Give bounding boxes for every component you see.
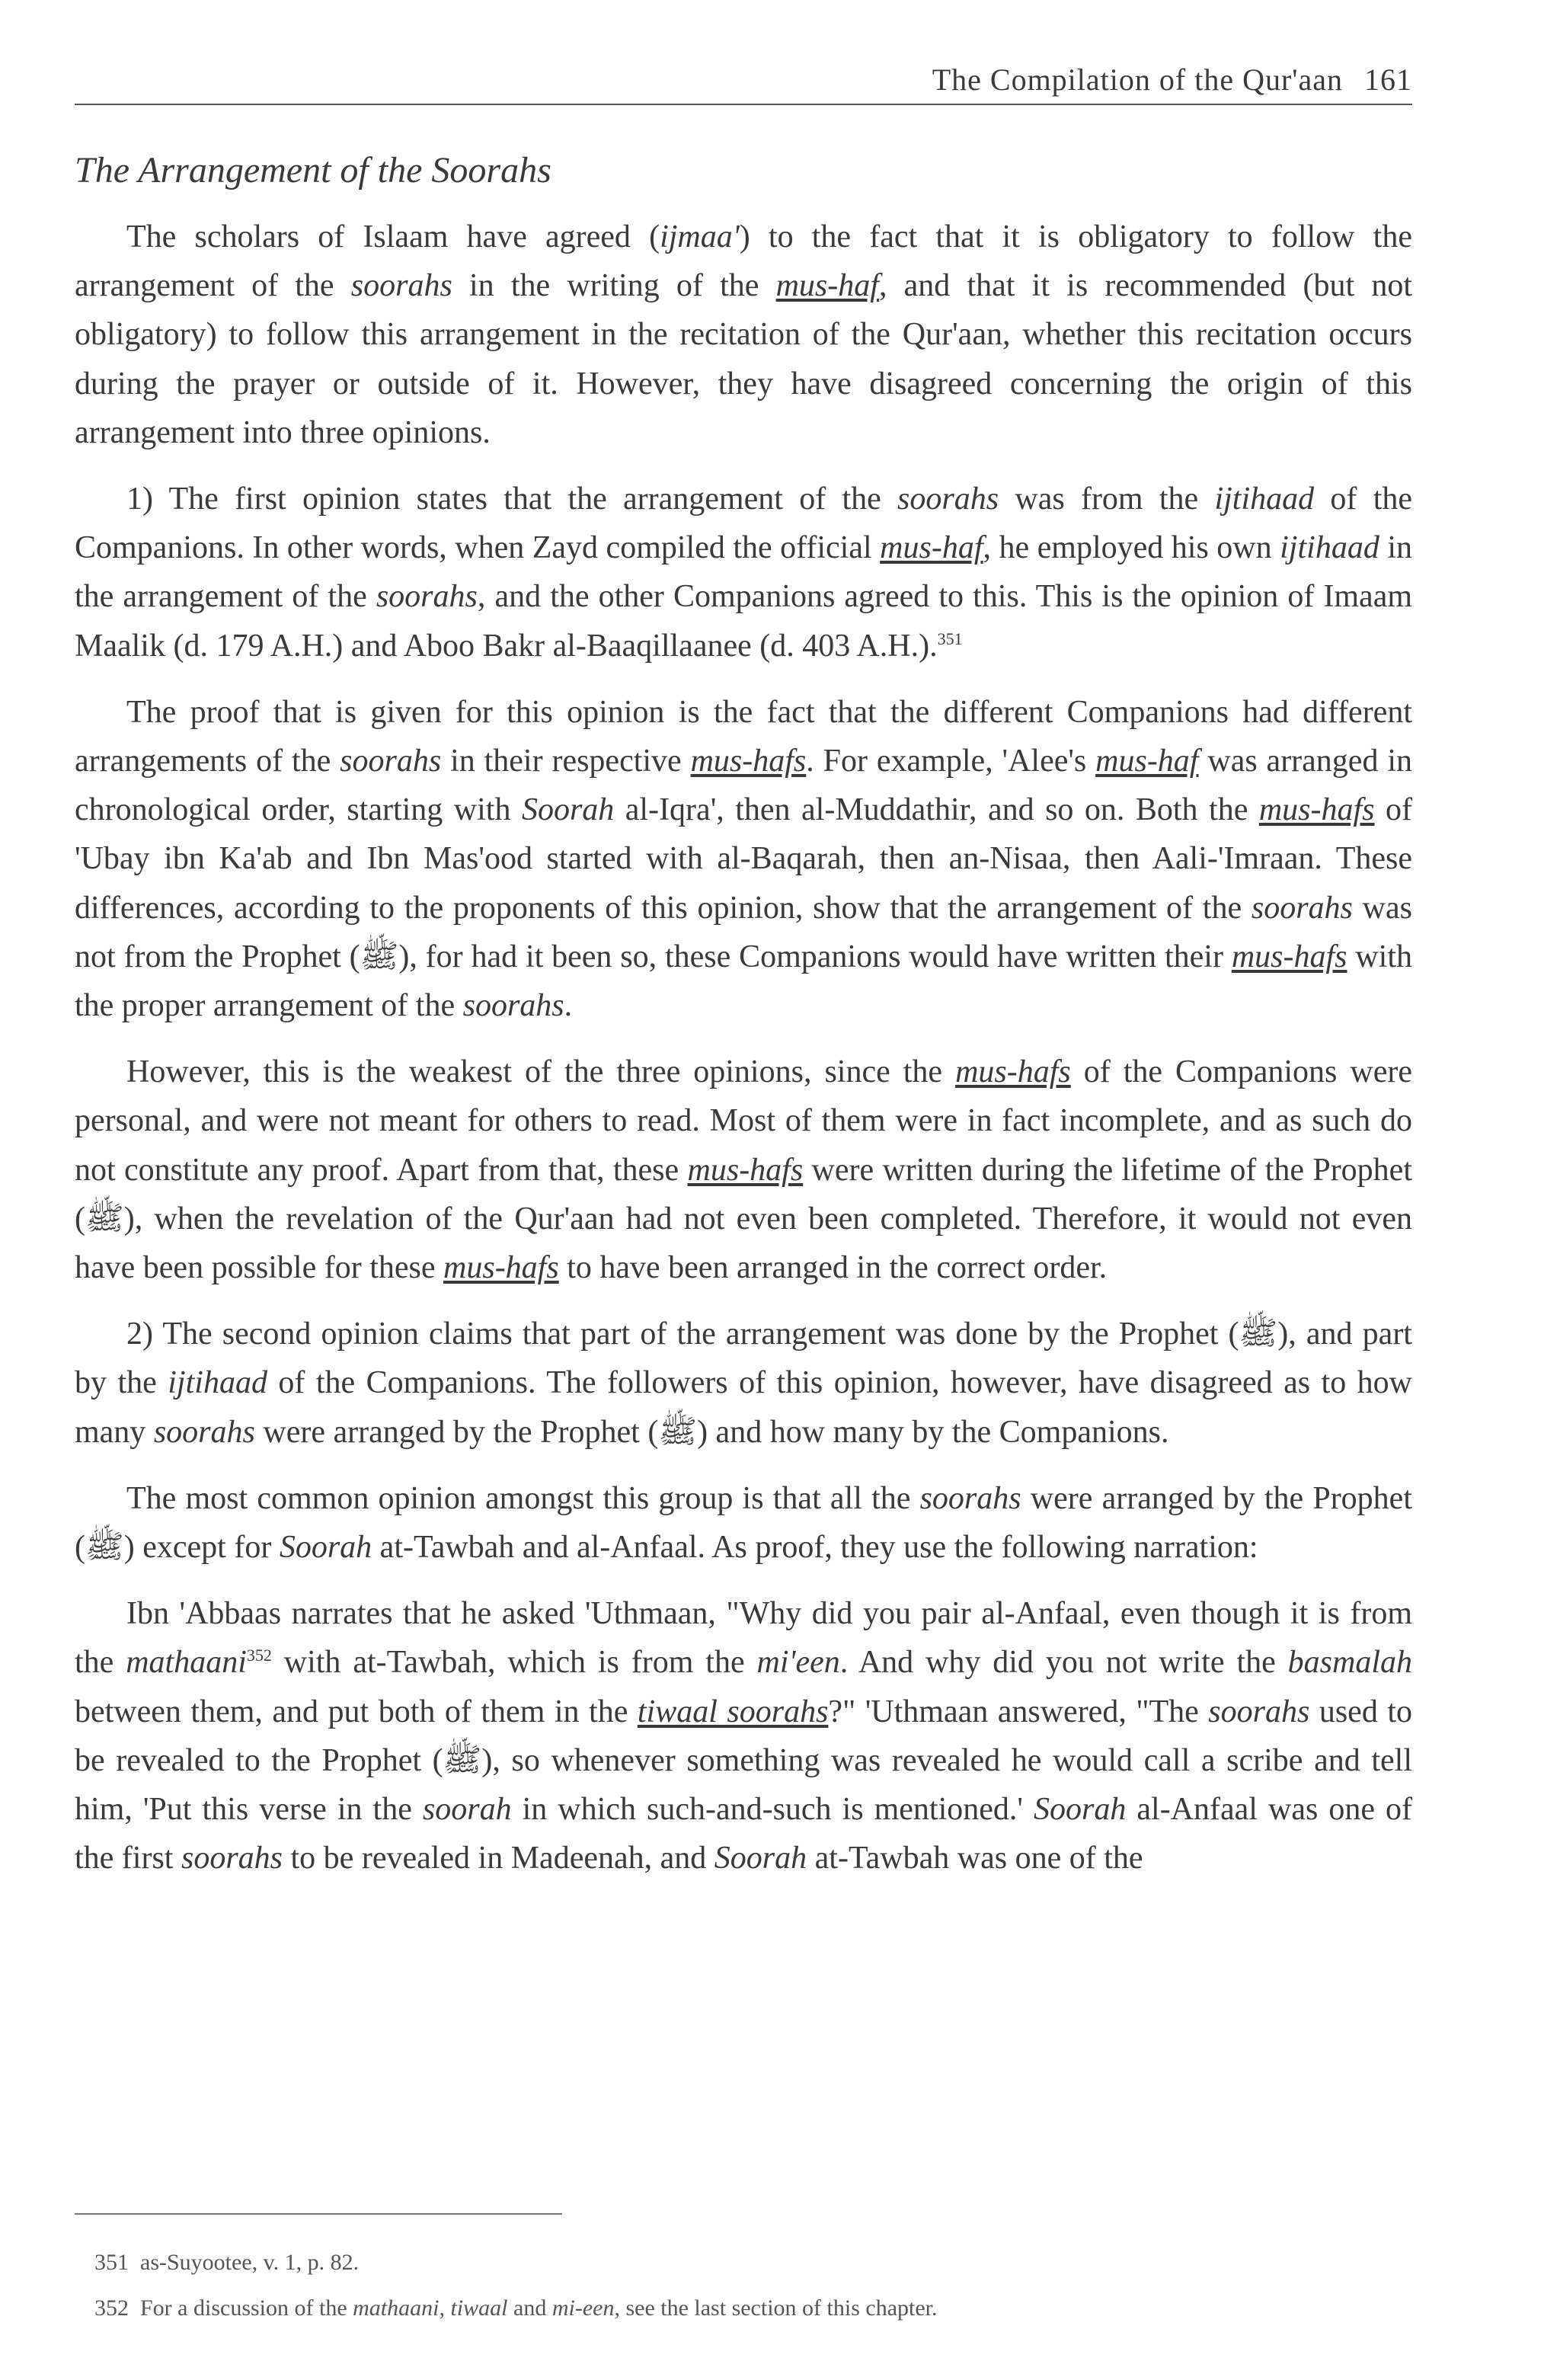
term: Soorah <box>714 1841 807 1876</box>
text: were written during the lifetime of the Prophet (ﷺ), when the revelation of the Qur'aan had not even been completed. Therefore, it would not even have been possible for these <box>75 1152 1412 1286</box>
text: were arranged by the Prophet (ﷺ) except for <box>75 1480 1412 1566</box>
term: soorahs <box>1208 1694 1310 1729</box>
term: soorahs <box>897 481 999 517</box>
term: soorahs <box>350 268 452 304</box>
footnote-text: For a discussion of the <box>140 2295 353 2321</box>
paragraph-3 <box>75 688 1412 1030</box>
text: However, this is the weakest of the three opinions, since the <box>126 1054 956 1090</box>
term: ijtihaad <box>1214 481 1315 517</box>
footnote-text: as-Suyootee, v. 1, p. 82. <box>140 2250 360 2275</box>
text: at-Tawbah was one of the <box>807 1841 1143 1876</box>
text: of the Companions were personal, and were not meant for others to read. Most of them were in fact incomplete, and as such do not constitute any proof. Apart from that, these <box>75 1054 1412 1188</box>
text: . <box>564 988 573 1024</box>
text: al-Anfaal was one of the first <box>75 1792 1412 1876</box>
paragraph-1 <box>75 213 1412 457</box>
term: mi'een <box>756 1645 840 1681</box>
text: in the arrangement of the <box>75 530 1412 615</box>
page-number: 161 <box>1364 62 1412 97</box>
running-header <box>75 53 1412 105</box>
text: in their respective <box>441 744 691 779</box>
term: basmalah <box>1287 1645 1413 1681</box>
text: at-Tawbah and al-Anfaal. As proof, they use the following narration: <box>372 1530 1258 1566</box>
term: soorah <box>422 1792 512 1828</box>
text: was not from the Prophet (ﷺ), for had it been so, these Companions would have written their <box>75 890 1412 974</box>
text: to be revealed in Madeenah, and <box>283 1841 714 1876</box>
text: of the Companions. In other words, when Zayd compiled the official <box>75 481 1413 566</box>
term: mi-een <box>551 2295 615 2321</box>
term: tiwaal soorahs <box>637 1694 829 1729</box>
text: of the Companions. The followers of this opinion, however, have disagreed as to how many <box>75 1365 1413 1450</box>
text: , he employed his own <box>983 530 1280 566</box>
text: between them, and put both of them in the <box>75 1694 638 1729</box>
section-heading: The Arrangement of the Soorahs <box>75 150 551 190</box>
text: was arranged in chronological order, starting with <box>75 744 1412 828</box>
text: The proof that is given for this opinion is the fact that the different Companions had different arrangements of the <box>75 694 1412 779</box>
running-head-title: The Compilation of the Qur'aan <box>932 62 1343 97</box>
footnote-text: , see the last section of this chapter. <box>614 2295 938 2321</box>
term: Soorah <box>1034 1792 1127 1828</box>
term: mus-hafs <box>1231 939 1347 974</box>
text: ) to the fact that it is obligatory to follow the arrangement of the <box>75 219 1412 304</box>
text: ?" 'Uthmaan answered, "The <box>828 1694 1209 1729</box>
text: with the proper arrangement of the <box>75 939 1413 1024</box>
term: mathaani <box>126 1645 247 1681</box>
running-head <box>932 62 1412 98</box>
text: 2) The second opinion claims that part of the arrangement was done by the Prophet (ﷺ), and part by the <box>75 1316 1412 1401</box>
text: was from the <box>999 481 1215 517</box>
term: soorahs <box>462 988 564 1024</box>
text: to have been arranged in the correct order. <box>558 1250 1108 1286</box>
text: The scholars of Islaam have agreed ( <box>126 219 660 254</box>
text: in the writing of the <box>452 268 776 304</box>
term: mus-hafs <box>955 1054 1071 1090</box>
text: , and that it is recommended (but not obligatory) to follow this arrangement in the recitation of the Qur'aan, whether this recitation occurs during the prayer or outside of it. However, they have disagreed concerning the origin of this arrangement into three opinions. <box>75 268 1412 450</box>
term: mus-hafs <box>687 1152 804 1188</box>
page-body <box>75 149 1412 1901</box>
term: Soorah <box>279 1530 372 1566</box>
footnote-ref-352[interactable]: 352 <box>246 1646 272 1665</box>
footnote-text: and <box>507 2295 552 2321</box>
paragraph-5 <box>75 1310 1412 1457</box>
text: with at-Tawbah, which is from the <box>271 1645 757 1681</box>
term: ijmaa' <box>660 219 740 254</box>
term: ijtihaad <box>168 1365 267 1401</box>
term: ijtihaad <box>1280 530 1379 566</box>
term: mus-haf <box>880 530 983 566</box>
footnote-number: 351 <box>94 2250 129 2275</box>
term: soorahs <box>376 579 478 615</box>
text: , and the other Companions agreed to this. This is the opinion of Imaam Maalik (d. 179 A.H.) and Aboo Bakr al-Baaqillaanee (d. 403 A.H.). <box>75 579 1413 664</box>
text: . For example, 'Alee's <box>806 744 1096 779</box>
term: mus-hafs <box>690 744 807 779</box>
term: soorahs <box>1251 890 1353 926</box>
text: 1) The first opinion states that the arrangement of the <box>126 481 898 517</box>
paragraph-2 <box>75 475 1412 670</box>
text: al-Iqra', then al-Muddathir, and so on. Both the <box>614 792 1259 828</box>
term: soorahs <box>340 744 442 779</box>
text: in which such-and-such is mentioned.' <box>511 1792 1034 1828</box>
text: The most common opinion amongst this group is that all the <box>126 1480 920 1516</box>
text: . And why did you not write the <box>839 1645 1288 1681</box>
footnote-351 <box>94 2240 1389 2286</box>
text: used to be revealed to the Prophet (ﷺ), so whenever something was revealed he would call a scribe and tell him, 'Put this verse in the <box>75 1694 1412 1828</box>
footnote-ref-351[interactable]: 351 <box>937 629 963 648</box>
paragraph-7 <box>75 1589 1412 1883</box>
term: mus-haf <box>1095 744 1199 779</box>
text: Ibn 'Abbaas narrates that he asked 'Uthmaan, "Why did you pair al-Anfaal, even though it is from the <box>75 1596 1412 1681</box>
footnote-352 <box>94 2286 1389 2331</box>
paragraph-6 <box>75 1474 1412 1572</box>
text: were arranged by the Prophet (ﷺ) and how many by the Companions. <box>254 1414 1169 1450</box>
term: mus-haf <box>775 268 879 304</box>
paragraph-4 <box>75 1048 1412 1292</box>
term: mus-hafs <box>443 1250 559 1286</box>
footnotes <box>94 2240 1389 2331</box>
footnote-number: 352 <box>94 2295 129 2321</box>
term: mathaani, tiwaal <box>353 2295 508 2321</box>
term: mus-hafs <box>1258 792 1375 828</box>
footnote-divider <box>75 2213 562 2215</box>
term: soorahs <box>919 1480 1021 1516</box>
text: of 'Ubay ibn Ka'ab and Ibn Mas'ood started with al-Baqarah, then an-Nisaa, then Aali-'Imraan. These differences, according to the proponents of this opinion, show that the arrangement of the <box>75 792 1412 926</box>
term: soorahs <box>153 1414 255 1450</box>
term: soorahs <box>181 1841 283 1876</box>
term: Soorah <box>521 792 615 828</box>
